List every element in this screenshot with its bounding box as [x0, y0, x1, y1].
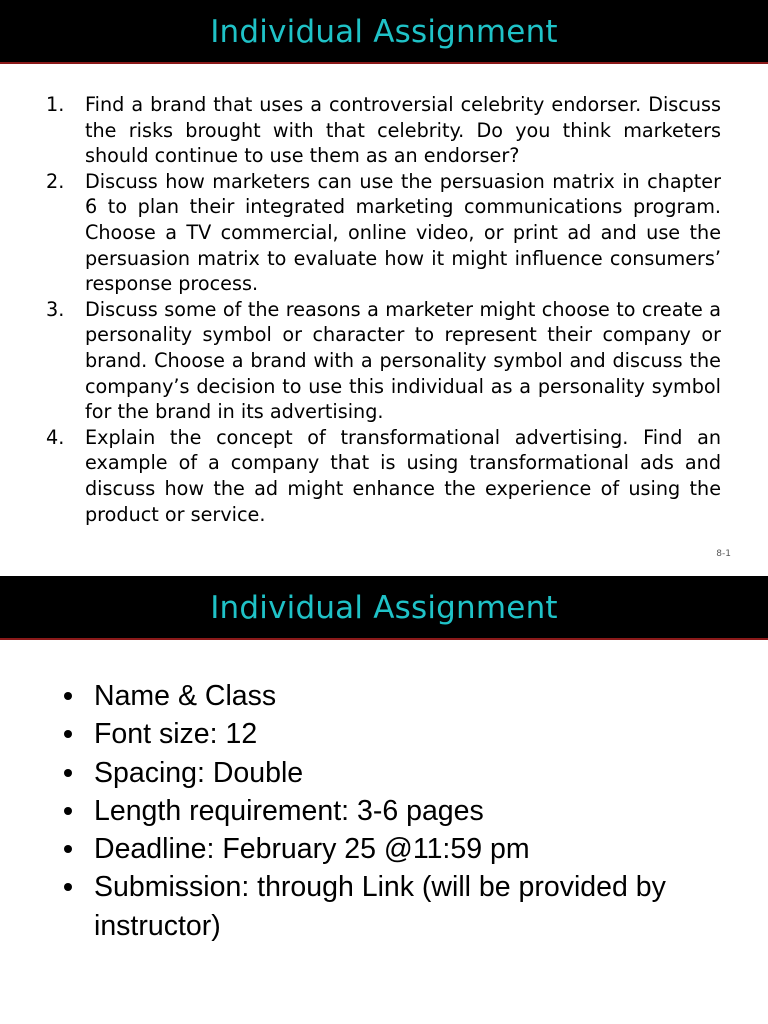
requirement-item	[60, 830, 710, 868]
requirement-item	[60, 868, 710, 945]
requirement-item	[60, 754, 710, 792]
question-text: Discuss how marketers can use the persuasion matrix in chapter 6 to plan their integrated marketing communications program. Choose a TV commercial, online video, or print ad and use the persuasion matrix to evaluate how it might influence consumers’ response process.	[85, 169, 721, 296]
slide-1-title-bar	[0, 0, 768, 64]
question-text: Explain the concept of transformational advertising. Find an example of a company that is using transformational ads and discuss how the ad might enhance the experience of using the product or service.	[85, 425, 721, 526]
question-text: Discuss some of the reasons a marketer might choose to create a personality symbol or character to represent their company or brand. Choose a brand with a personality symbol and discuss the company’s decision to use this individual as a personality symbol for the brand in its advertising.	[85, 297, 721, 424]
requirement-text: Spacing: Double	[94, 756, 304, 789]
requirement-text: Name & Class	[94, 680, 277, 712]
bullet-icon	[64, 769, 72, 777]
slide-2-title-bar	[0, 576, 768, 640]
slide-2	[0, 576, 768, 1024]
bullet-icon	[64, 730, 72, 738]
bullet-icon	[64, 692, 72, 700]
requirement-item	[60, 792, 710, 830]
slide-1-title: Individual Assignment	[210, 14, 558, 50]
question-number: 4.	[46, 425, 65, 449]
question-item	[40, 297, 721, 425]
slide-number: 8-1	[716, 549, 731, 559]
question-list	[40, 92, 721, 527]
requirements-list	[60, 677, 710, 945]
requirement-item	[60, 677, 710, 715]
question-number: 3.	[46, 297, 65, 321]
question-number: 1.	[46, 93, 65, 116]
slide-2-title: Individual Assignment	[210, 590, 558, 626]
requirement-text: Submission: through Link (will be provided by instructor)	[94, 871, 666, 942]
bullet-icon	[64, 807, 72, 815]
requirement-text: Deadline: February 25 @11:59 pm	[94, 833, 530, 866]
question-item	[40, 169, 721, 297]
question-item	[40, 425, 721, 527]
bullet-icon	[64, 845, 72, 853]
requirement-text: Length requirement: 3-6 pages	[94, 794, 484, 827]
requirement-item	[60, 715, 710, 753]
question-item	[40, 92, 721, 169]
bullet-icon	[64, 883, 72, 891]
question-text: Find a brand that uses a controversial celebrity endorser. Discuss the risks brought with that celebrity. Do you think marketers should continue to use them as an endorser?	[85, 93, 721, 168]
requirement-text: Font size: 12	[94, 718, 258, 751]
question-number: 2.	[46, 169, 65, 193]
